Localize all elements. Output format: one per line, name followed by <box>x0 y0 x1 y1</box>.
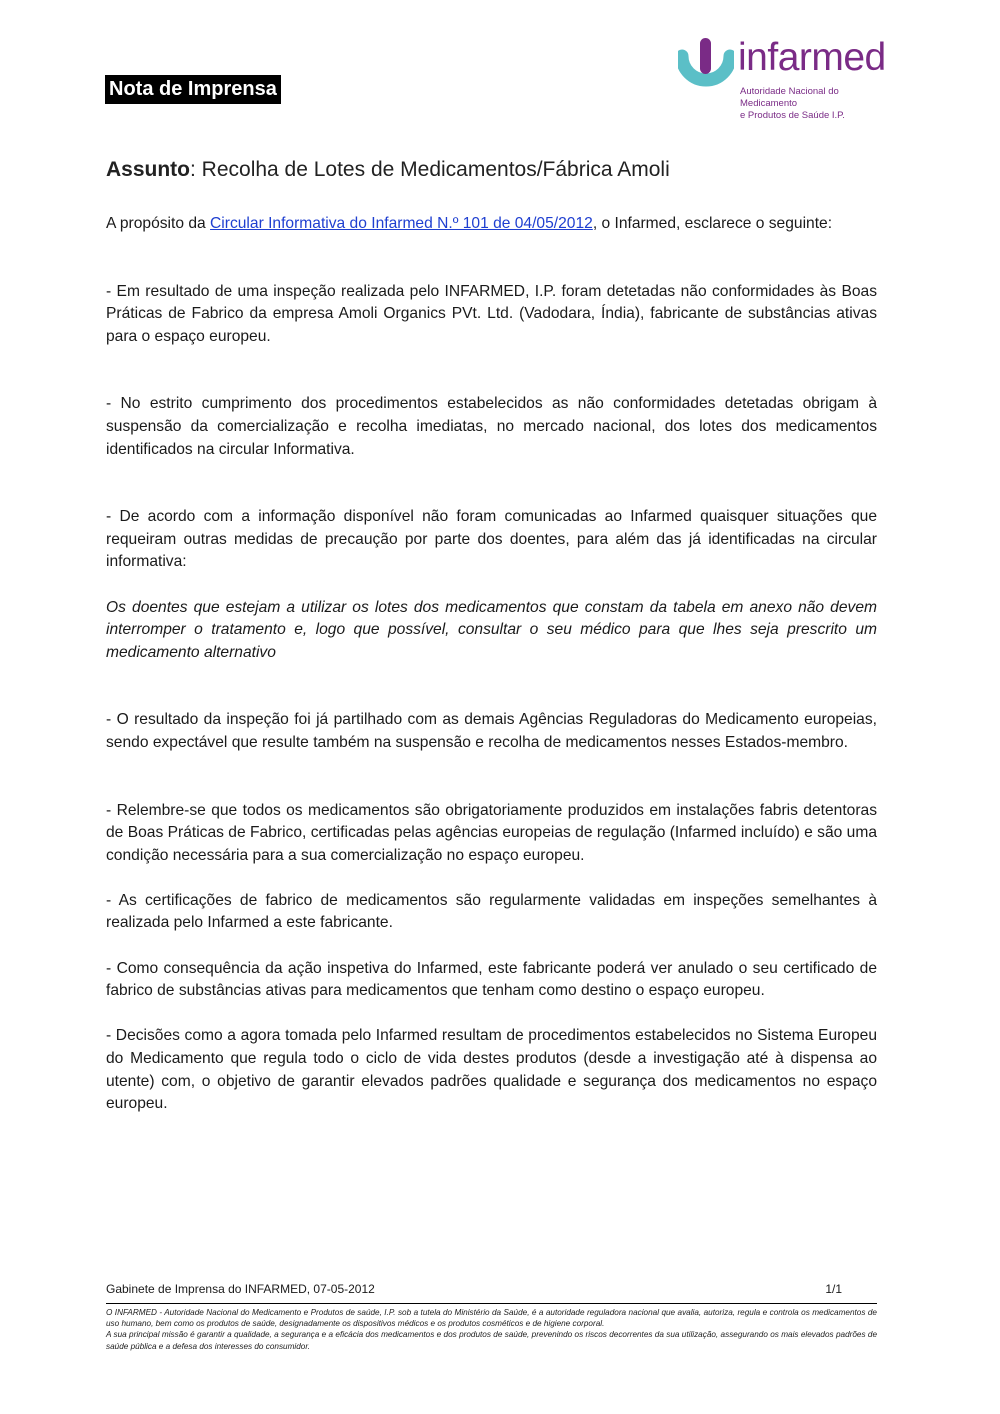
intro-paragraph <box>106 213 877 236</box>
circular-link[interactable]: Circular Informativa do Infarmed N.º 101 de 04/05/2012 <box>210 215 593 232</box>
footer-disclaimer <box>106 1307 877 1352</box>
paragraph: - As certificações de fabrico de medicamentos são regularmente validadas em inspeções semelhantes à realizada pelo Infarmed a este fabricante. <box>106 891 877 932</box>
paragraph: - Decisões como a agora tomada pelo Infarmed resultam de procedimentos estabelecidos no Sistema Europeu do Medicamento que regula todo o ciclo de vida destes produtos (desde a investigação até à dispensa ao utente) com, o objetivo de garantir elevados padrões qualidade e segurança dos medicamentos no espaço europeu. <box>106 1027 877 1113</box>
disclaimer-paragraph-1: O INFARMED - Autoridade Nacional do Medicamento e Produtos de saúde, I.P. sob a tutela do Ministério da Saúde, é a autoridade reguladora nacional que avalia, autoriza, regula e controla os medicamentos de uso humano, bem como os produtos de saúde, designadamente os dispositivos médicos e os produtos cosméticos e de higiene corporal. <box>106 1308 877 1329</box>
disclaimer-paragraph-2: A sua principal missão é garantir a qualidade, a segurança e a eficácia dos medicamentos e dos produtos de saúde, prevenindo os riscos decorrentes da sua utilização, assegurando os mais elevados padrões de saúde pública e a defesa dos interesses do consumidor. <box>106 1330 877 1351</box>
footer-divider <box>106 1303 877 1304</box>
paragraph: - De acordo com a informação disponível não foram comunicadas ao Infarmed quaisquer situações que requeiram outras medidas de precaução por parte dos doentes, para além das já identificadas na circular informativa: <box>106 508 877 571</box>
paragraph: - Relembre-se que todos os medicamentos são obrigatoriamente produzidos em instalações fabris detentoras de Boas Práticas de Fabrico, certificadas pelas agências europeias de regulação (Infarmed incluído) e são uma condição necessária para a sua comercialização no espaço europeu. <box>106 801 877 864</box>
footer-source: Gabinete de Imprensa do INFARMED, 07-05-2012 <box>106 1282 375 1296</box>
press-release-badge: Nota de Imprensa <box>105 75 281 104</box>
intro-text-after: , o Infarmed, esclarece o seguinte: <box>592 215 833 232</box>
logo-wordmark: infarmed <box>738 36 886 79</box>
subject-label: Assunto <box>106 158 190 181</box>
paragraph: - Como consequência da ação inspetiva do Infarmed, este fabricante poderá ver anulado o seu certificado de fabrico de substâncias ativas para medicamentos que tenham como destino o espaço europeu. <box>106 959 877 1000</box>
paragraph: - O resultado da inspeção foi já partilhado com as demais Agências Reguladoras do Medicamento europeias, sendo expectável que resulte também na suspensão e recolha de medicamentos nesses Estados-membro. <box>106 711 877 751</box>
page-number: 1/1 <box>825 1282 842 1296</box>
article-body <box>106 213 877 1116</box>
logo-subtitle <box>740 86 898 122</box>
infarmed-logo <box>678 36 898 121</box>
logo-subtitle-line-2: e Produtos de Saúde I.P. <box>740 110 845 121</box>
infarmed-logo-icon <box>678 38 734 98</box>
logo-subtitle-line-1: Autoridade Nacional do Medicamento <box>740 86 839 109</box>
subject-heading <box>106 158 670 182</box>
footer <box>106 1282 842 1296</box>
paragraph: - No estrito cumprimento dos procedimentos estabelecidos as não conformidades detetadas obrigam à suspensão da comercialização e recolha imediatas, no mercado nacional, dos lotes dos medicamentos identificados na circular Informativa. <box>106 395 877 458</box>
intro-text-before: A propósito da <box>106 215 211 232</box>
paragraph: - Em resultado de uma inspeção realizada pelo INFARMED, I.P. foram detetadas não conformidades às Boas Práticas de Fabrico da empresa Amoli Organics PVt. Ltd. (Vadodara, Índia), fabricante de substâncias ativas para o espaço europeu. <box>106 282 877 345</box>
patient-advice-paragraph: Os doentes que estejam a utilizar os lotes dos medicamentos que constam da tabela em anexo não devem interromper o tratamento e, logo que possível, consultar o seu médico para que lhes seja prescrito um medicamento alternativo <box>106 598 877 661</box>
subject-text: : Recolha de Lotes de Medicamentos/Fábrica Amoli <box>190 158 670 181</box>
